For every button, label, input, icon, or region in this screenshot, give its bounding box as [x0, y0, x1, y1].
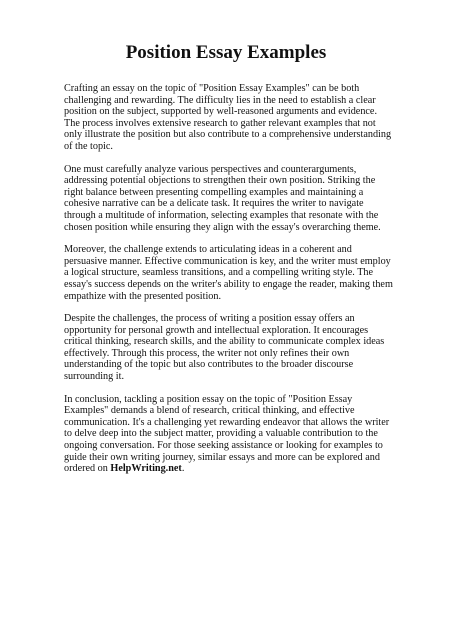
paragraph-2: One must carefully analyze various perspectives and counterarguments, addressing potential objections to strengthen their own position. Striking the right balance between presenting compelling examples and maintaining a cohesive narrative can be a delicate task. It requires the writer to navigate through a multitude of information, selecting examples that resonate with the chosen position while ensuring they align with the essay's overarching theme. [64, 163, 381, 233]
paragraph-1: Crafting an essay on the topic of "Position Essay Examples" can be both challenging and rewarding. The difficulty lies in the need to establish a clear position on the subject, supported by well-reasoned arguments and evidence. The process involves extensive research to gather relevant examples that not only illustrate the position but also contribute to a comprehensive understanding of the topic. [64, 83, 392, 152]
document-body [64, 83, 395, 475]
page-title: Position Essay Examples [125, 42, 327, 63]
paragraph-5 [64, 394, 395, 475]
brand-name: HelpWriting.net [110, 463, 182, 475]
closing-period: . [181, 463, 185, 475]
closing-text: In conclusion, tackling a position essay on the topic of "Position Essay Examples" demands a blend of research, critical thinking, and effective communication. It's a challenging yet rewarding endeavor that allows the writer to delve deep into the subject matter, providing a valuable contribution to the ongoing conversation. For those seeking assistance or looking for examples to guide their own writing journey, similar essays and more can be explored and ordered on [64, 393, 390, 475]
paragraph-3: Moreover, the challenge extends to articulating ideas in a coherent and persuasive manner. Effective communication is key, and the writer must employ a logical structure, seamless transitions, and a compelling writing style. The essay's success depends on the writer's ability to engage the reader, making them empathize with the presented position. [64, 244, 393, 302]
paragraph-4: Despite the challenges, the process of writing a position essay offers an opportunity for personal growth and intellectual exploration. It encourages critical thinking, research skills, and the ability to communicate complex ideas effectively. Through this process, the writer not only refines their own understanding of the topic but also contributes to the broader discourse surrounding it. [64, 313, 385, 383]
